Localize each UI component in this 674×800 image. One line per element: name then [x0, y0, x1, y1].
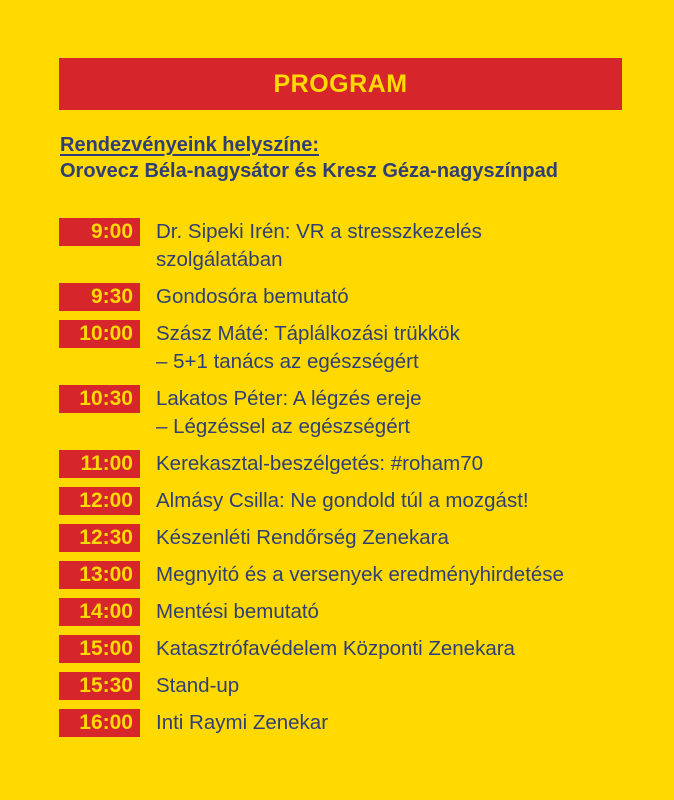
- event-title-line: Stand-up: [156, 674, 240, 697]
- event-title-line: Szász Máté: Táplálkozási trükkök: [156, 322, 460, 345]
- event-title: [156, 709, 328, 737]
- time-badge: 12:00: [59, 487, 140, 515]
- event-title-line: – Légzéssel az egészségért: [156, 415, 411, 438]
- schedule-item: [59, 598, 659, 626]
- event-title: [156, 385, 422, 441]
- event-title-line: Mentési bemutató: [156, 600, 319, 623]
- time-badge: 12:30: [59, 524, 140, 552]
- schedule-item: [59, 450, 659, 478]
- event-title: [156, 320, 460, 376]
- event-title: [156, 487, 529, 515]
- time-badge: 11:00: [59, 450, 140, 478]
- event-title: [156, 561, 564, 589]
- event-title-line: Gondosóra bemutató: [156, 285, 349, 308]
- time-badge: 9:30: [59, 283, 140, 311]
- schedule-item: [59, 487, 659, 515]
- event-title: [156, 218, 482, 274]
- event-title-line: – 5+1 tanács az egészségért: [156, 350, 419, 373]
- schedule-item: [59, 320, 659, 376]
- schedule-item: [59, 672, 659, 700]
- event-title: [156, 524, 449, 552]
- event-title-line: Inti Raymi Zenekar: [156, 711, 329, 734]
- event-title-line: Kerekasztal-beszélgetés: #roham70: [156, 452, 484, 475]
- venue-name: Orovecz Béla-nagysátor és Kresz Géza-nagyszínpad: [60, 160, 558, 182]
- event-title-line: Almásy Csilla: Ne gondold túl a mozgást!: [156, 489, 529, 512]
- time-badge: 9:00: [59, 218, 140, 246]
- event-title: [156, 672, 239, 700]
- venue-info: [60, 132, 660, 184]
- event-title-line: Készenléti Rendőrség Zenekara: [156, 526, 449, 549]
- event-title-line: szolgálatában: [156, 248, 283, 271]
- schedule-item: [59, 561, 659, 589]
- page-title: PROGRAM: [273, 69, 408, 98]
- schedule-list: [59, 218, 659, 746]
- time-badge: 15:00: [59, 635, 140, 663]
- event-title: [156, 635, 515, 663]
- schedule-item: [59, 385, 659, 441]
- time-badge: 10:30: [59, 385, 140, 413]
- time-badge: 15:30: [59, 672, 140, 700]
- event-title-line: Dr. Sipeki Irén: VR a stresszkezelés: [156, 220, 482, 243]
- schedule-item: [59, 635, 659, 663]
- schedule-item: [59, 218, 659, 274]
- schedule-item: [59, 524, 659, 552]
- event-title: [156, 450, 483, 478]
- schedule-item: [59, 709, 659, 737]
- time-badge: 13:00: [59, 561, 140, 589]
- time-badge: 14:00: [59, 598, 140, 626]
- time-badge: 16:00: [59, 709, 140, 737]
- event-title: [156, 283, 349, 311]
- event-title-line: Megnyitó és a versenyek eredményhirdetése: [156, 563, 564, 586]
- schedule-item: [59, 283, 659, 311]
- program-banner: [59, 58, 622, 110]
- venue-label: Rendezvényeink helyszíne:: [60, 134, 319, 156]
- event-title: [156, 598, 319, 626]
- event-title-line: Katasztrófavédelem Központi Zenekara: [156, 637, 515, 660]
- event-title-line: Lakatos Péter: A légzés ereje: [156, 387, 422, 410]
- time-badge: 10:00: [59, 320, 140, 348]
